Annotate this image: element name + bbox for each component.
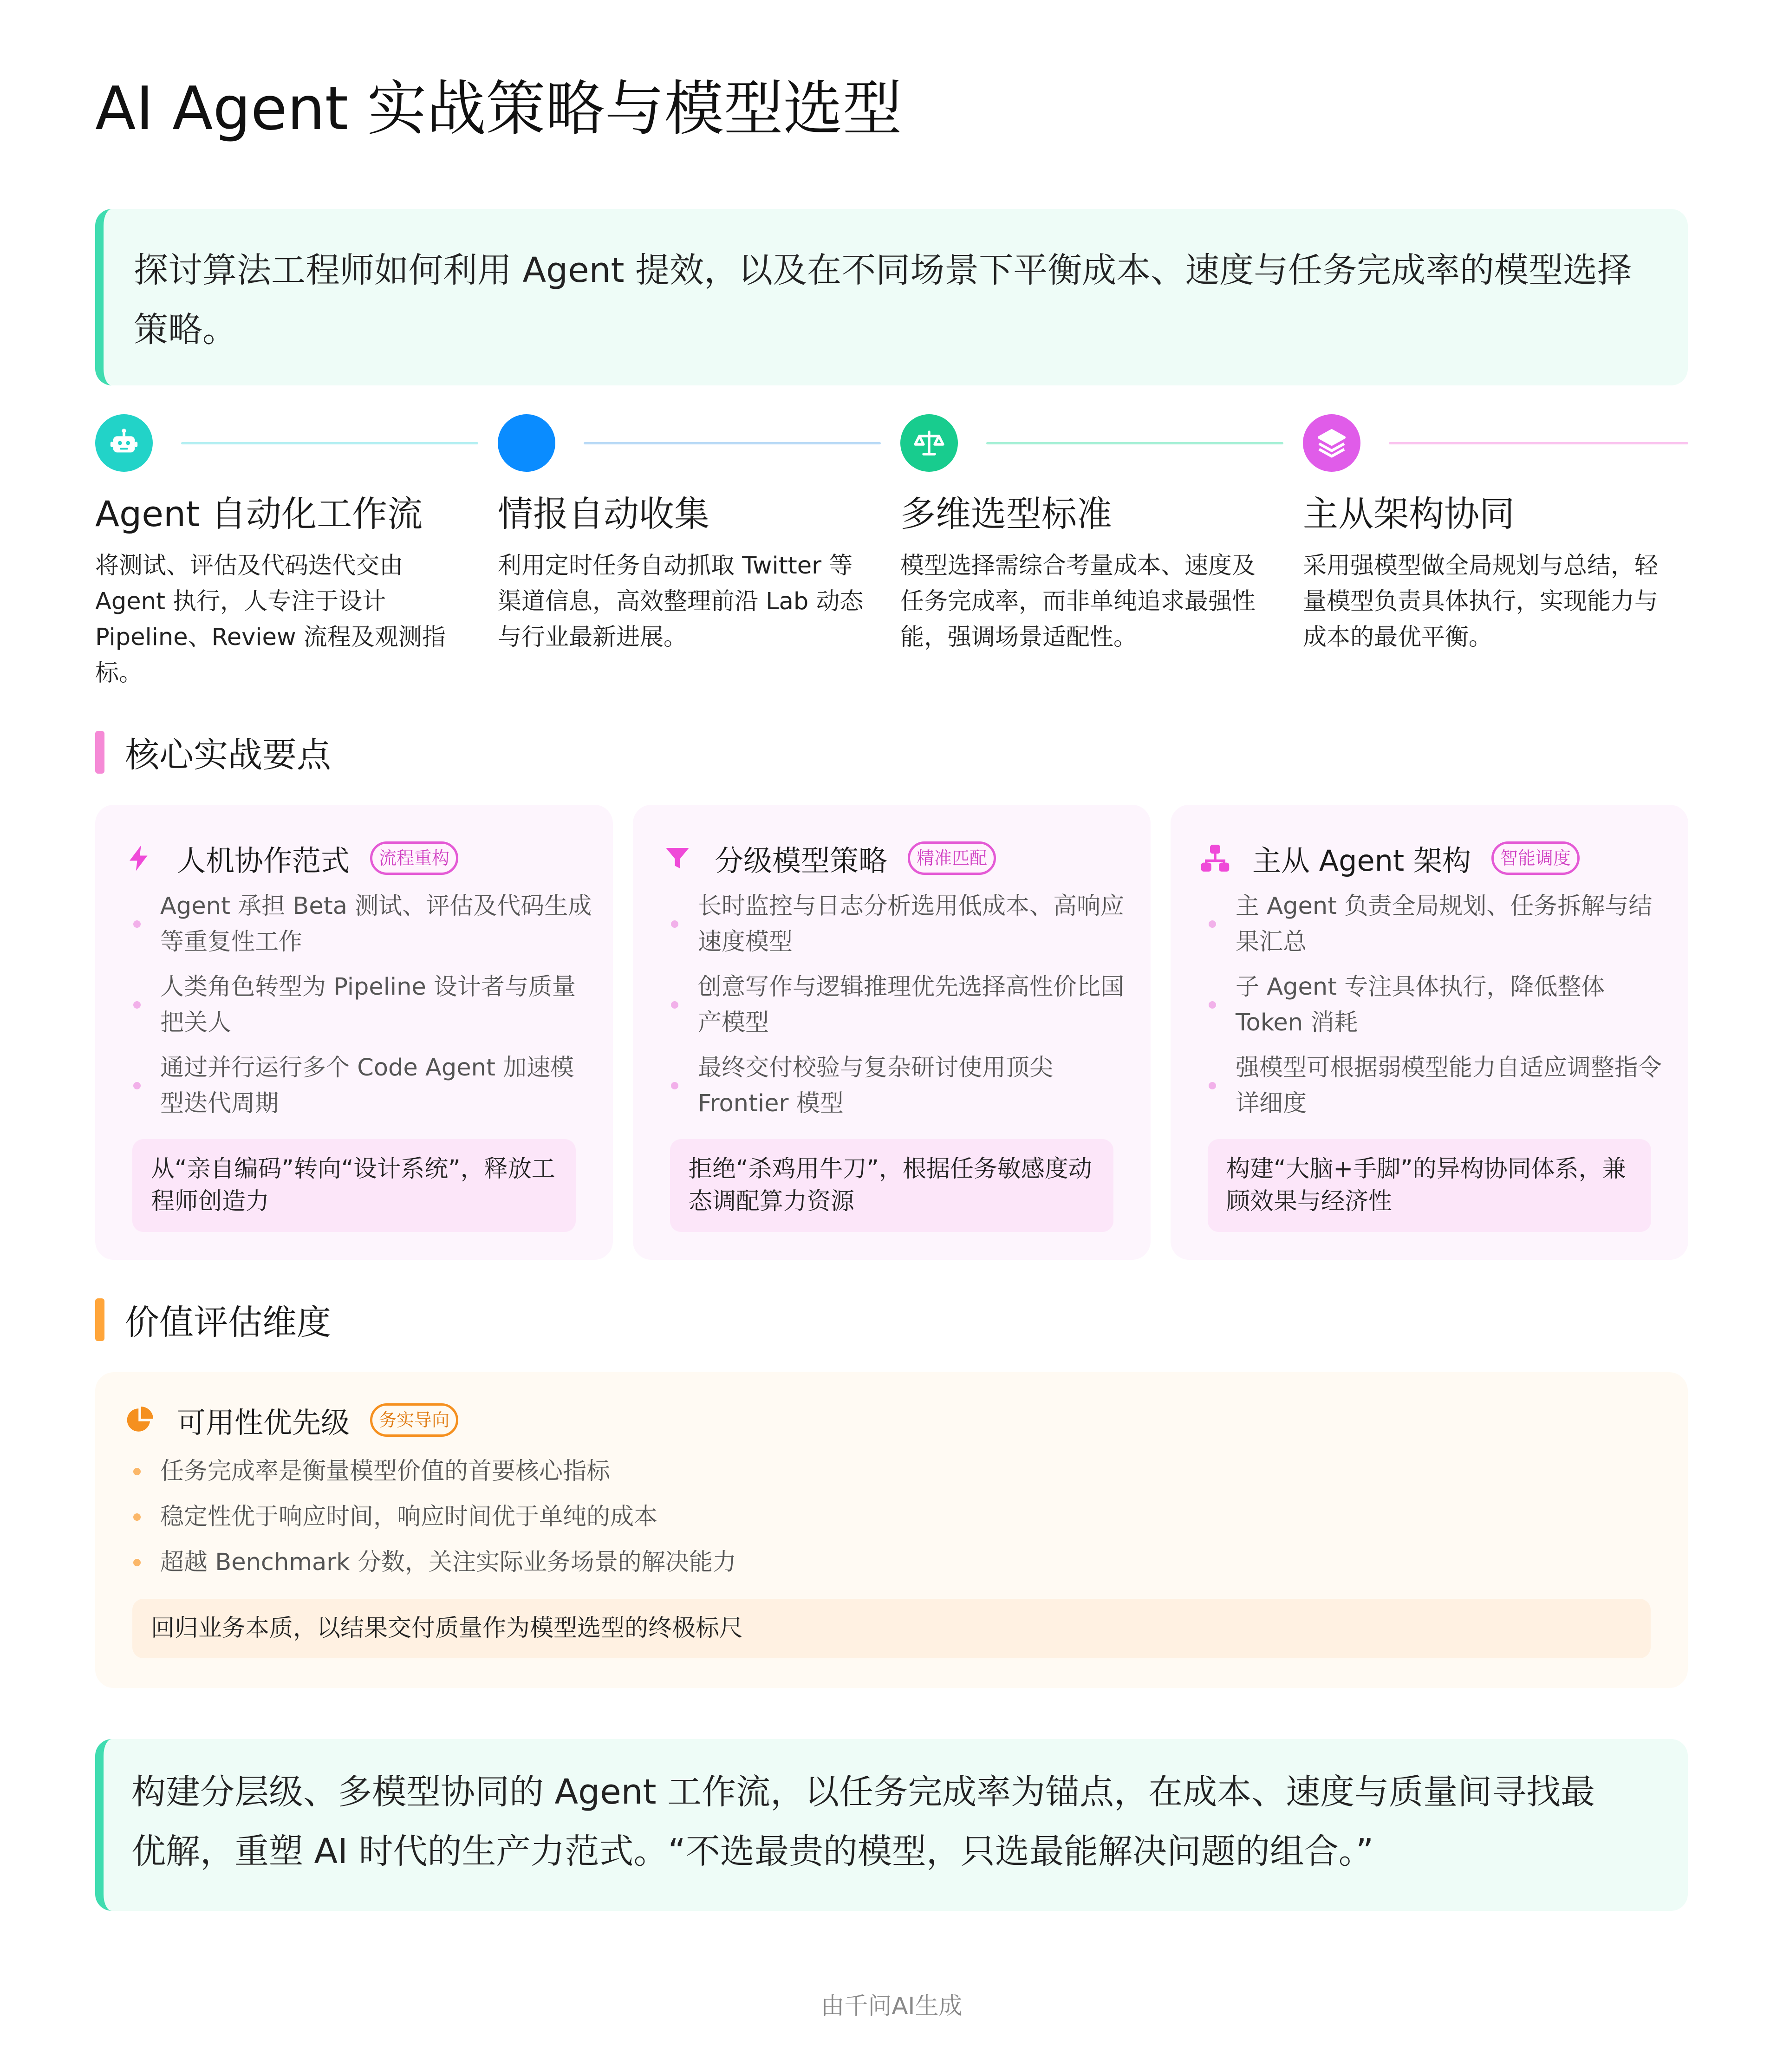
core-card	[633, 805, 1151, 1260]
card-list	[665, 888, 1130, 1131]
step-connector	[181, 442, 478, 444]
scale-icon	[900, 414, 958, 472]
step-description: 利用定时任务自动抓取 Twitter 等渠道信息，高效整理前沿 Lab 动态与行业最新进展。	[498, 552, 864, 651]
section-heading-value	[95, 1298, 331, 1342]
section-accent-bar	[95, 1298, 104, 1341]
step-connector	[584, 442, 881, 444]
card-note: 从“亲自编码”转向“设计系统”，释放工程师创造力	[132, 1139, 576, 1232]
summary-callout: 探讨算法工程师如何利用 Agent 提效，以及在不同场景下平衡成本、速度与任务完成率的模型选择策略。	[95, 209, 1688, 385]
list-item: 强模型可根据弱模型能力自适应调整指令详细度	[1203, 1050, 1667, 1121]
card-title: 分级模型策略	[715, 843, 888, 878]
card-badge: 精准匹配	[908, 841, 996, 875]
card-note: 构建“大脑+手脚”的异构协同体系，兼顾效果与经济性	[1208, 1139, 1651, 1232]
list-item: 任务完成率是衡量模型价值的首要核心指标	[128, 1449, 1614, 1494]
page-title: AI Agent 实战策略与模型选型	[95, 74, 902, 143]
footer-text: 由千问AI生成	[820, 1993, 963, 2020]
core-card	[95, 805, 613, 1260]
card-header	[123, 823, 458, 893]
bolt-icon	[123, 841, 156, 875]
robot-icon	[95, 414, 153, 472]
core-card	[1171, 805, 1688, 1260]
conclusion-callout: 构建分层级、多模型协同的 Agent 工作流，以任务完成率为锚点，在成本、速度与质量间寻找最优解，重塑 AI 时代的生产力范式。“不选最贵的模型，只选最能解决问题的组合。”	[95, 1739, 1688, 1911]
step-connector	[1389, 442, 1688, 444]
card-note: 拒绝“杀鸡用牛刀”，根据任务敏感度动态调配算力资源	[670, 1139, 1113, 1232]
pie-chart-icon	[123, 1403, 156, 1437]
list-item: 创意写作与逻辑推理优先选择高性价比国产模型	[665, 969, 1130, 1041]
list-item: 主 Agent 负责全局规划、任务拆解与结果汇总	[1203, 888, 1667, 960]
step-title: 情报自动收集	[498, 493, 709, 534]
list-item: 通过并行运行多个 Code Agent 加速模型迭代周期	[128, 1050, 592, 1121]
step-title: Agent 自动化工作流	[95, 493, 423, 534]
list-item: 子 Agent 专注具体执行，降低整体 Token 消耗	[1203, 969, 1667, 1041]
section-heading-core	[95, 730, 331, 774]
step-description: 模型选择需综合考量成本、速度及任务完成率，而非单纯追求最强性能，强调场景适配性。	[900, 552, 1256, 651]
step-title: 主从架构协同	[1303, 493, 1515, 534]
circle-icon	[498, 414, 555, 472]
list-item: 稳定性优于响应时间，响应时间优于单纯的成本	[128, 1494, 1614, 1540]
section-accent-bar	[95, 731, 104, 774]
card-title: 主从 Agent 架构	[1252, 843, 1471, 878]
card-header	[123, 1385, 458, 1455]
card-badge: 智能调度	[1491, 841, 1580, 875]
list-item: Agent 承担 Beta 测试、评估及代码生成等重复性工作	[128, 888, 592, 960]
card-badge: 务实导向	[370, 1403, 458, 1437]
list-item: 长时监控与日志分析选用低成本、高响应速度模型	[665, 888, 1130, 960]
step-connector	[986, 442, 1283, 444]
filter-icon	[661, 841, 694, 875]
card-list	[128, 1449, 1614, 1585]
value-card	[95, 1372, 1688, 1688]
card-list	[128, 888, 592, 1131]
card-title: 人机协作范式	[177, 843, 350, 878]
section-title: 价值评估维度	[125, 1303, 331, 1342]
step-description: 将测试、评估及代码迭代交由 Agent 执行，人专注于设计 Pipeline、Review 流程及观测指标。	[95, 552, 446, 687]
list-item: 超越 Benchmark 分数，关注实际业务场景的解决能力	[128, 1540, 1614, 1585]
step-description: 采用强模型做全局规划与总结，轻量模型负责具体执行，实现能力与成本的最优平衡。	[1303, 552, 1659, 651]
list-item: 最终交付校验与复杂研讨使用顶尖 Frontier 模型	[665, 1050, 1130, 1121]
card-note: 回归业务本质，以结果交付质量作为模型选型的终极标尺	[132, 1599, 1651, 1658]
card-header	[661, 823, 996, 893]
card-badge: 流程重构	[370, 841, 458, 875]
card-title: 可用性优先级	[177, 1405, 350, 1440]
card-header	[1198, 823, 1580, 893]
step-title: 多维选型标准	[900, 493, 1112, 534]
section-title: 核心实战要点	[125, 735, 331, 775]
card-list	[1203, 888, 1667, 1131]
network-icon	[1198, 841, 1232, 875]
list-item: 人类角色转型为 Pipeline 设计者与质量把关人	[128, 969, 592, 1041]
layers-icon	[1303, 414, 1360, 472]
